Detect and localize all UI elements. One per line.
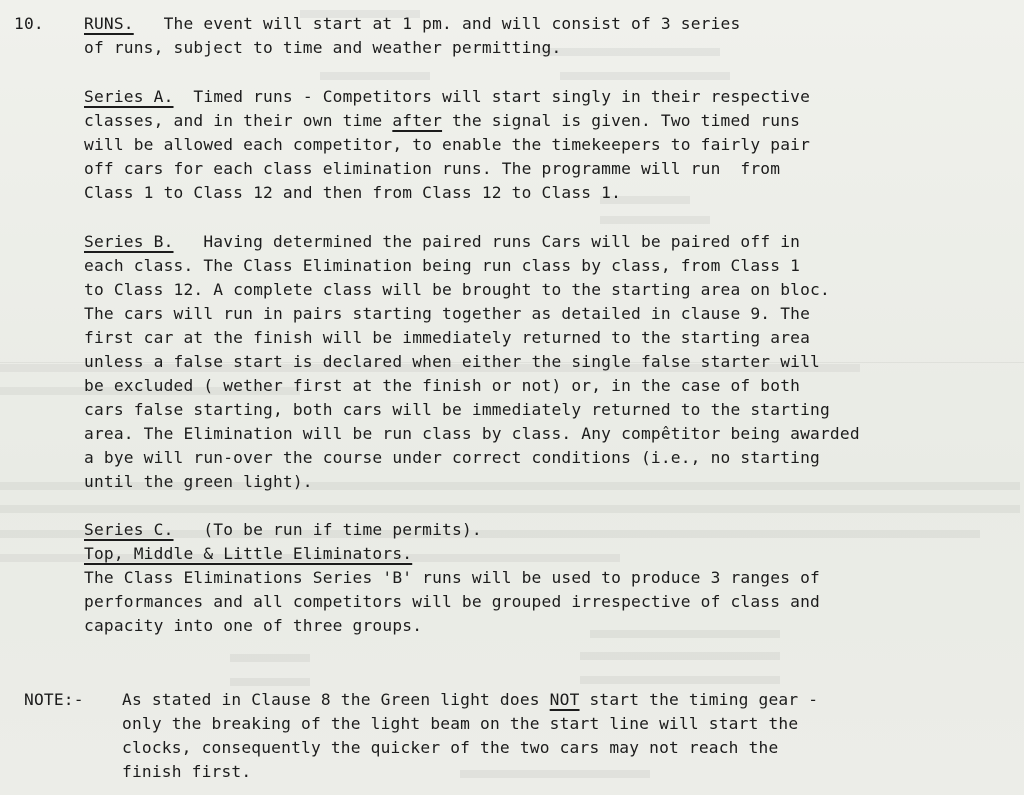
series-a-line-2-start: classes, and in their own time xyxy=(84,111,393,130)
series-a-line-2 xyxy=(84,111,800,131)
eliminators-subheading: Top, Middle & Little Eliminators. xyxy=(84,544,413,563)
series-b-line: cars false starting, both cars will be immediately returned to the starting xyxy=(84,400,830,419)
series-b-line: area. The Elimination will be run class by class. Any compêtitor being awarded xyxy=(84,424,860,443)
runs-line-1-text: The event will start at 1 pm. and will consist of 3 series xyxy=(163,14,741,33)
series-b-line-1 xyxy=(84,232,800,252)
series-a-heading: Series A. xyxy=(84,87,174,106)
series-c-heading: Series C. xyxy=(84,520,174,539)
series-b-heading: Series B. xyxy=(84,232,174,251)
note-line-1-start: As stated in Clause 8 the Green light does xyxy=(122,690,550,709)
series-c-line-1 xyxy=(84,520,482,540)
runs-paragraph-line-1 xyxy=(84,14,740,34)
series-c-line: performances and all competitors will be grouped irrespective of class and xyxy=(84,592,820,611)
note-line-1-end: start the timing gear - xyxy=(579,690,819,709)
series-b-line-1-text: Having determined the paired runs Cars will be paired off in xyxy=(203,232,801,251)
runs-heading: RUNS. xyxy=(84,14,134,33)
runs-paragraph-line-2: of runs, subject to time and weather permitting. xyxy=(84,38,562,57)
series-b-line: unless a false start is declared when either the single false starter will xyxy=(84,352,820,371)
series-b-line: The cars will run in pairs starting together as detailed in clause 9. The xyxy=(84,304,811,323)
series-a-line-5: Class 1 to Class 12 and then from Class 12 to Class 1. xyxy=(84,183,622,202)
series-c-subheading xyxy=(84,544,412,564)
series-b-line: until the green light). xyxy=(84,472,313,491)
series-b-line: be excluded ( wether first at the finish or not) or, in the case of both xyxy=(84,376,801,395)
series-c-line-1-text: (To be run if time permits). xyxy=(203,520,482,539)
series-a-line-3: will be allowed each competitor, to enable the timekeepers to fairly pair xyxy=(84,135,811,154)
after-emphasis: after xyxy=(392,111,443,130)
series-a-line-1-text: Timed runs - Competitors will start singly in their respective xyxy=(193,87,811,106)
note-line: clocks, consequently the quicker of the two cars may not reach the xyxy=(122,738,779,757)
series-a-line-1 xyxy=(84,87,810,107)
series-b-line: each class. The Class Elimination being run class by class, from Class 1 xyxy=(84,256,801,275)
series-c-line: capacity into one of three groups. xyxy=(84,616,423,635)
series-a-line-2-end: the signal is given. Two timed runs xyxy=(442,111,801,130)
series-b-line: first car at the finish will be immediately returned to the starting area xyxy=(84,328,811,347)
note-line: only the breaking of the light beam on the start line will start the xyxy=(122,714,799,733)
not-emphasis: NOT xyxy=(549,690,580,709)
note-label: NOTE:- xyxy=(24,690,84,709)
section-number: 10. xyxy=(14,14,44,33)
note-line-1 xyxy=(122,690,818,710)
note-line: finish first. xyxy=(122,762,252,781)
series-c-line: The Class Eliminations Series 'B' runs will be used to produce 3 ranges of xyxy=(84,568,820,587)
series-b-line: to Class 12. A complete class will be brought to the starting area on bloc. xyxy=(84,280,830,299)
series-b-line: a bye will run-over the course under correct conditions (i.e., no starting xyxy=(84,448,820,467)
series-a-line-4: off cars for each class elimination runs. The programme will run from xyxy=(84,159,781,178)
